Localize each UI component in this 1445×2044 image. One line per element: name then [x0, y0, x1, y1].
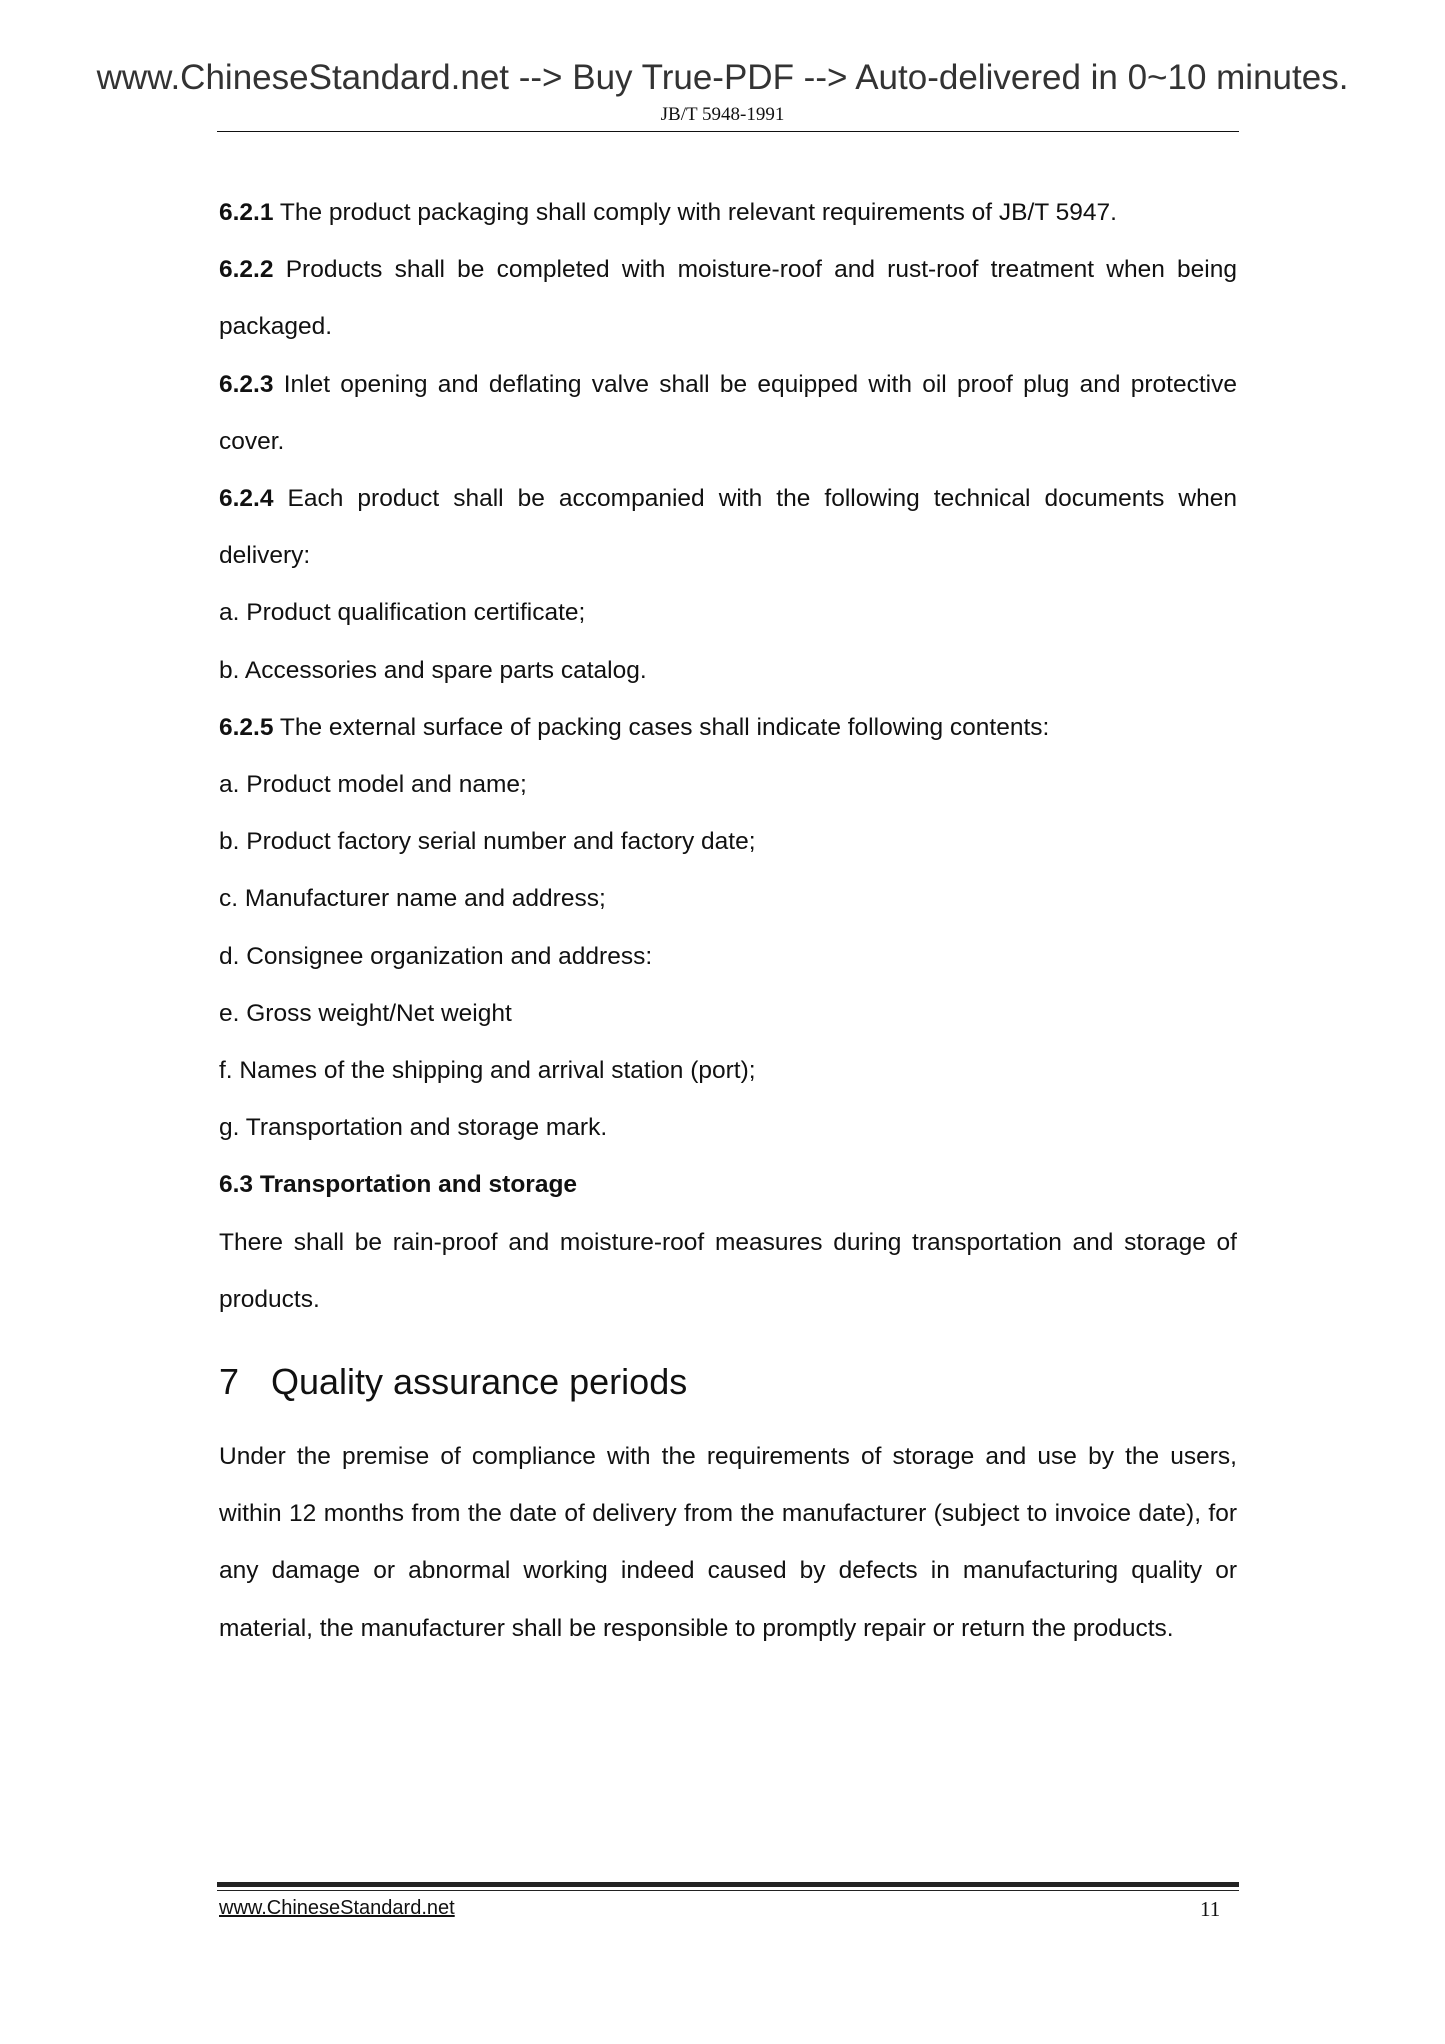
- quality-paragraph: Under the premise of compliance with the requirements of storage and use by the users, within 12 months from the date of delivery from the manufacturer (subject to invoice date), for any damage or abnormal working indeed caused by defects in manufacturing quality or material, the manufacturer shall be responsible to promptly repair or return the products.: [219, 1443, 1237, 1642]
- document-body: [219, 184, 1237, 1328]
- clause-number: 6.2.2: [219, 256, 274, 284]
- clause-number: 6.2.5: [219, 713, 274, 741]
- footer-divider-thin: [217, 1890, 1239, 1891]
- list-item: a. Product model and name;: [219, 771, 527, 799]
- quality-section: [219, 1428, 1237, 1657]
- section-heading: [219, 1357, 687, 1407]
- list-item: g. Transportation and storage mark.: [219, 1114, 608, 1142]
- list-item: b. Product factory serial number and factory date;: [219, 828, 756, 856]
- clause-6-2-2: [219, 241, 1237, 355]
- clause-6-2-5: [219, 699, 1237, 756]
- footer-divider-thick: [217, 1882, 1239, 1887]
- list-item: f. Names of the shipping and arrival station (port);: [219, 1057, 756, 1085]
- clause-text: Products shall be completed with moisture-roof and rust-roof treatment when being packaged.: [219, 256, 1237, 341]
- clause-text: The product packaging shall comply with relevant requirements of JB/T 5947.: [273, 199, 1117, 226]
- subsection-heading: 6.3 Transportation and storage: [219, 1171, 578, 1199]
- page-number: 11: [1200, 1897, 1221, 1921]
- transport-paragraph: There shall be rain-proof and moisture-roof measures during transportation and storage of products.: [219, 1228, 1237, 1313]
- clause-number: 6.2.4: [219, 485, 274, 513]
- clause-number: 6.2.3: [219, 370, 274, 398]
- clause-text: The external surface of packing cases shall indicate following contents:: [273, 713, 1050, 741]
- section-number: 7: [219, 1361, 240, 1402]
- list-item: e. Gross weight/Net weight: [219, 999, 512, 1027]
- clause-6-2-4: [219, 470, 1237, 584]
- list-item: c. Manufacturer name and address;: [219, 885, 606, 913]
- footer-link[interactable]: www.ChineseStandard.net: [219, 1897, 455, 1919]
- clause-6-2-3: [219, 356, 1237, 470]
- list-item: d. Consignee organization and address:: [219, 942, 653, 970]
- clause-6-2-1: [219, 184, 1237, 241]
- list-item: b. Accessories and spare parts catalog.: [219, 656, 647, 684]
- site-banner: www.ChineseStandard.net --> Buy True-PDF --> Auto-delivered in 0~10 minutes.: [96, 58, 1349, 97]
- clause-number: 6.2.1: [219, 199, 274, 226]
- section-title: Quality assurance periods: [271, 1361, 688, 1402]
- clause-text: Each product shall be accompanied with the following technical documents when delivery:: [219, 485, 1237, 570]
- header-divider: [217, 131, 1239, 132]
- standard-code: JB/T 5948-1991: [660, 104, 785, 125]
- clause-text: Inlet opening and deflating valve shall be equipped with oil proof plug and protective cover.: [219, 370, 1237, 455]
- list-item: a. Product qualification certificate;: [219, 599, 586, 627]
